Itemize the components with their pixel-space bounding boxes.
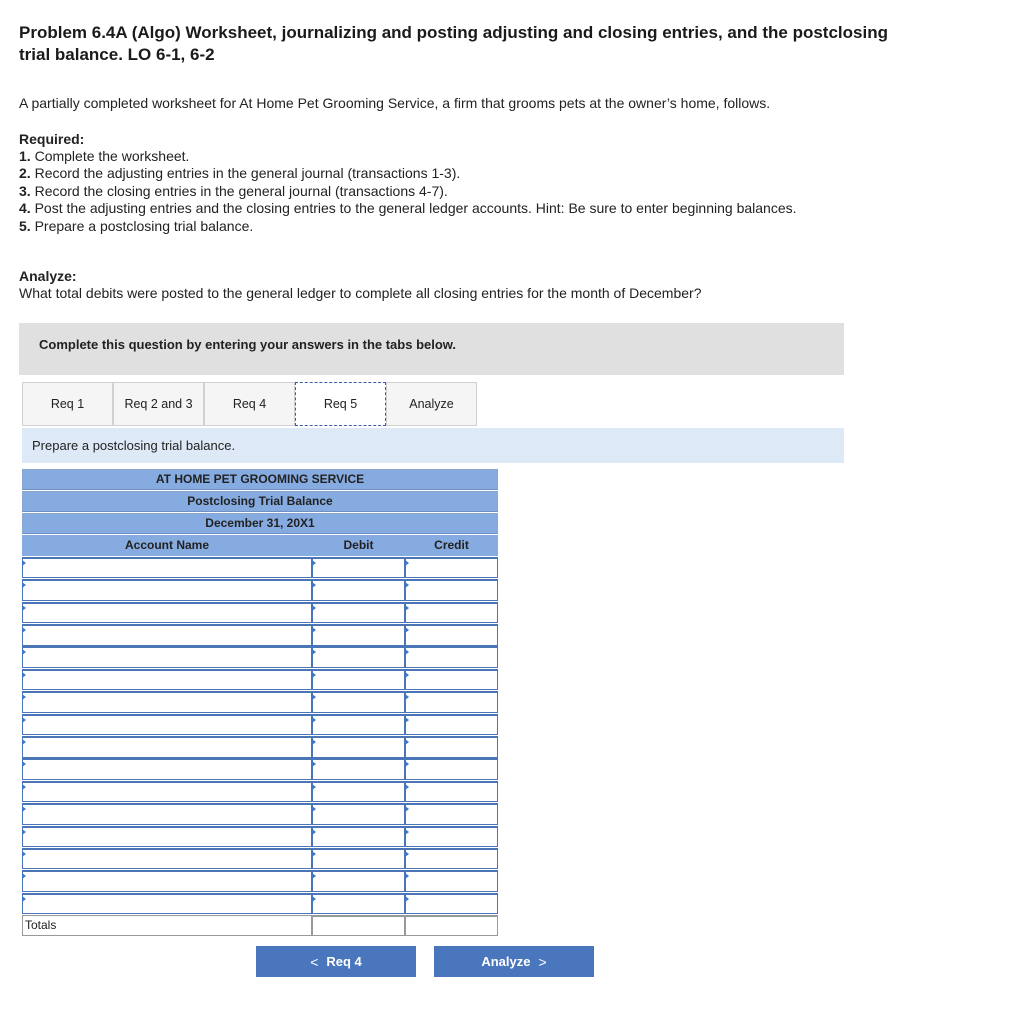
credit-input[interactable] <box>405 826 498 848</box>
credit-input[interactable] <box>405 870 498 892</box>
account-name-input[interactable] <box>22 691 312 713</box>
required-item-number: 5. <box>19 217 31 234</box>
account-name-input[interactable] <box>22 579 312 601</box>
credit-input[interactable] <box>405 848 498 870</box>
table-row <box>22 691 498 713</box>
credit-input[interactable] <box>405 691 498 713</box>
tab-req-4[interactable]: Req 4 <box>204 382 295 426</box>
problem-intro: A partially completed worksheet for At Home Pet Grooming Service, a firm that grooms pets at the owner’s home, follows. <box>19 95 771 111</box>
required-item <box>19 148 797 165</box>
panel-prompt: Prepare a postclosing trial balance. <box>32 438 236 453</box>
account-name-input[interactable] <box>22 714 312 736</box>
required-item-text: Post the adjusting entries and the closing entries to the general ledger accounts. Hint: Be sure to enter beginning balances. <box>34 200 797 217</box>
credit-input[interactable] <box>405 646 498 668</box>
table-row <box>22 758 498 780</box>
instructions-box <box>19 323 844 375</box>
analyze-question: What total debits were posted to the general ledger to complete all closing entries for the month of December? <box>19 285 702 301</box>
table-row <box>22 624 498 646</box>
table-row <box>22 557 498 579</box>
total-credit-input[interactable] <box>405 915 498 936</box>
required-list <box>19 148 797 235</box>
table-row <box>22 714 498 736</box>
panel-prompt-bar <box>22 428 844 463</box>
debit-input[interactable] <box>312 826 405 848</box>
required-item <box>19 183 797 200</box>
table-row <box>22 736 498 758</box>
debit-input[interactable] <box>312 736 405 758</box>
column-header-debit: Debit <box>312 535 405 556</box>
required-item <box>19 200 797 217</box>
totals-row <box>22 915 498 936</box>
table-row <box>22 646 498 668</box>
account-name-input[interactable] <box>22 781 312 803</box>
account-name-input[interactable] <box>22 848 312 870</box>
credit-input[interactable] <box>405 669 498 691</box>
debit-input[interactable] <box>312 893 405 915</box>
required-heading: Required: <box>19 131 85 147</box>
account-name-input[interactable] <box>22 557 312 579</box>
table-row <box>22 602 498 624</box>
tab-req-5[interactable]: Req 5 <box>295 382 386 426</box>
debit-input[interactable] <box>312 579 405 601</box>
sheet-statement: Postclosing Trial Balance <box>22 491 498 512</box>
debit-input[interactable] <box>312 646 405 668</box>
debit-input[interactable] <box>312 624 405 646</box>
credit-input[interactable] <box>405 714 498 736</box>
account-name-input[interactable] <box>22 646 312 668</box>
chevron-right-icon: > <box>538 953 547 970</box>
account-name-input[interactable] <box>22 870 312 892</box>
tab-bar <box>22 382 477 428</box>
credit-input[interactable] <box>405 893 498 915</box>
credit-input[interactable] <box>405 557 498 579</box>
debit-input[interactable] <box>312 758 405 780</box>
required-item-number: 3. <box>19 182 31 199</box>
table-row <box>22 848 498 870</box>
prev-button-label: Req 4 <box>326 954 362 969</box>
account-name-input[interactable] <box>22 758 312 780</box>
tab-req-2-and-3[interactable]: Req 2 and 3 <box>113 382 204 426</box>
analyze-heading: Analyze: <box>19 268 77 284</box>
required-item-text: Prepare a postclosing trial balance. <box>34 217 254 234</box>
entry-rows <box>22 557 498 914</box>
required-item-text: Complete the worksheet. <box>34 148 190 164</box>
table-row <box>22 669 498 691</box>
debit-input[interactable] <box>312 848 405 870</box>
account-name-input[interactable] <box>22 624 312 646</box>
debit-input[interactable] <box>312 781 405 803</box>
credit-input[interactable] <box>405 624 498 646</box>
account-name-input[interactable] <box>22 669 312 691</box>
table-row <box>22 826 498 848</box>
credit-input[interactable] <box>405 736 498 758</box>
next-analyze-button[interactable] <box>434 946 594 977</box>
chevron-left-icon: < <box>310 953 319 970</box>
column-header-account: Account Name <box>22 535 312 556</box>
credit-input[interactable] <box>405 803 498 825</box>
debit-input[interactable] <box>312 803 405 825</box>
table-row <box>22 579 498 601</box>
required-item <box>19 218 797 235</box>
required-item-number: 2. <box>19 165 31 182</box>
tab-req-1[interactable]: Req 1 <box>22 382 113 426</box>
account-name-input[interactable] <box>22 602 312 624</box>
account-name-input[interactable] <box>22 826 312 848</box>
trial-balance-sheet <box>22 469 498 936</box>
table-row <box>22 893 498 915</box>
table-row <box>22 803 498 825</box>
tab-analyze[interactable]: Analyze <box>386 382 477 426</box>
required-item-text: Record the adjusting entries in the general journal (transactions 1-3). <box>34 165 461 182</box>
account-name-input[interactable] <box>22 736 312 758</box>
column-header-row <box>22 535 498 556</box>
sheet-company: AT HOME PET GROOMING SERVICE <box>22 469 498 490</box>
credit-input[interactable] <box>405 781 498 803</box>
debit-input[interactable] <box>312 557 405 579</box>
next-button-label: Analyze <box>481 954 531 969</box>
totals-label: Totals <box>22 915 312 936</box>
required-item-number: 1. <box>19 148 31 164</box>
sheet-date: December 31, 20X1 <box>22 513 498 534</box>
account-name-input[interactable] <box>22 803 312 825</box>
column-header-credit: Credit <box>405 535 498 556</box>
required-item-number: 4. <box>19 200 31 217</box>
debit-input[interactable] <box>312 870 405 892</box>
problem-title: Problem 6.4A (Algo) Worksheet, journalizing and posting adjusting and closing entries, and the postclosing trial balance. LO 6-1, 6-2 <box>19 23 888 64</box>
debit-input[interactable] <box>312 691 405 713</box>
debit-input[interactable] <box>312 669 405 691</box>
required-item <box>19 165 797 182</box>
table-row <box>22 781 498 803</box>
credit-input[interactable] <box>405 602 498 624</box>
table-row <box>22 870 498 892</box>
required-item-text: Record the closing entries in the general journal (transactions 4-7). <box>34 182 448 199</box>
credit-input[interactable] <box>405 579 498 601</box>
total-debit-input[interactable] <box>312 915 405 936</box>
prev-req-4-button[interactable] <box>256 946 416 977</box>
debit-input[interactable] <box>312 602 405 624</box>
account-name-input[interactable] <box>22 893 312 915</box>
credit-input[interactable] <box>405 758 498 780</box>
debit-input[interactable] <box>312 714 405 736</box>
instructions-text: Complete this question by entering your answers in the tabs below. <box>39 337 457 352</box>
